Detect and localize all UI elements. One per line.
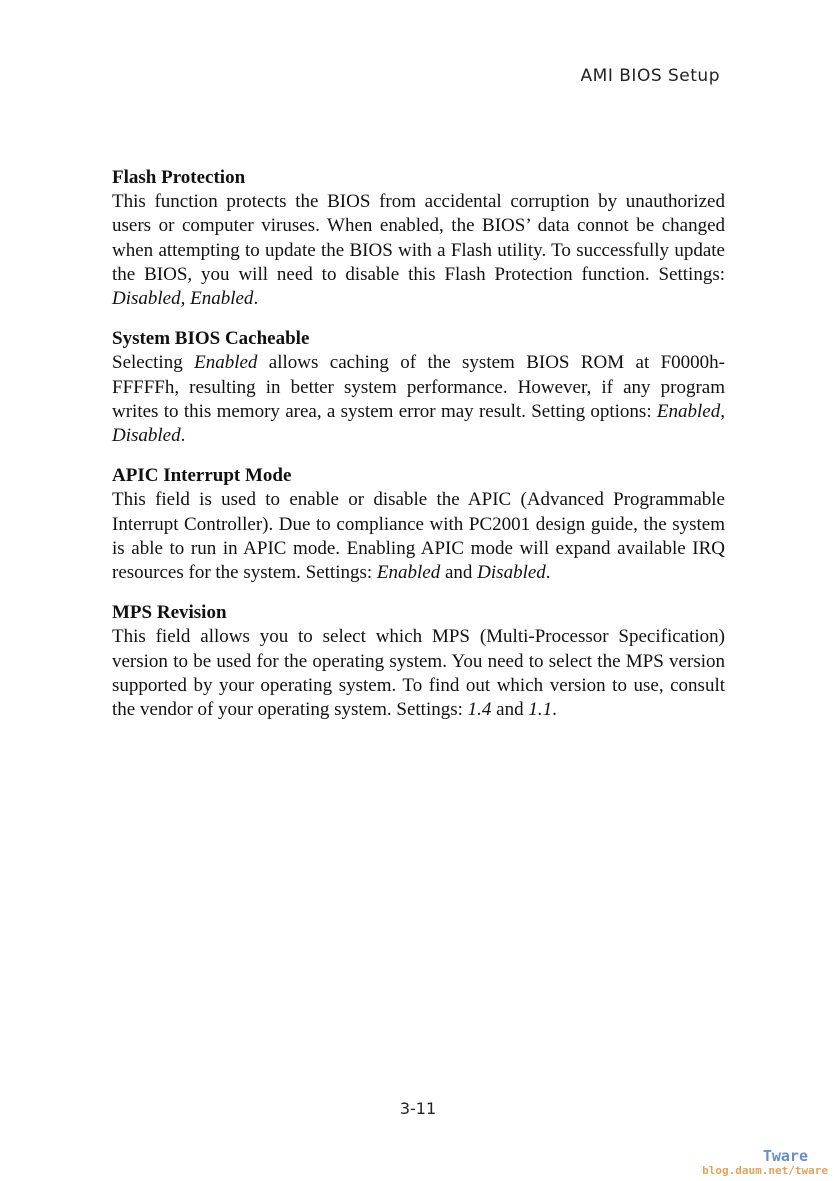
section-title: Flash Protection (112, 167, 246, 188)
text-run: . (180, 425, 186, 447)
setting-value: Enabled (194, 352, 258, 374)
text-run: This function protects the BIOS from accidental corruption by unauthorized users or computer viruses. When enabled, the BIOS’ data connot be changed when attempting to update the BIOS with a Flash utility. To successfully update the BIOS, you will need to disable this Flash Protection function. Settings: (112, 191, 725, 285)
section-mps-revision (112, 601, 725, 722)
text-run: and (440, 562, 478, 584)
text-run: allows caching of the system BIOS ROM at F0000h-FFFFFh, resulting in better system performance. However, if any program writes to this memory area, a system error may result. Setting options: (112, 352, 726, 422)
text-run: . (253, 288, 259, 310)
text-run: This field is used to enable or disable the APIC (Advanced Programmable Interrupt Controller). Due to compliance with PC2001 design guide, the system is able to run in APIC mode. Enabling APIC mode will expand available IRQ resources for the system. Settings: (112, 489, 725, 584)
setting-value: 1.4 (467, 699, 492, 721)
watermark (702, 1148, 828, 1177)
section-text (112, 190, 725, 311)
text-run: . (545, 562, 551, 584)
watermark-url: blog.daum.net/tware (702, 1163, 828, 1177)
section-apic-interrupt-mode (112, 464, 725, 585)
setting-values: Disabled, Enabled (112, 288, 254, 310)
page-number: 3-11 (399, 1099, 437, 1118)
section-title: APIC Interrupt Mode (112, 465, 292, 487)
setting-value: 1.1 (528, 699, 553, 721)
section-title: MPS Revision (112, 602, 227, 624)
setting-value: Disabled (477, 562, 546, 584)
setting-values: Enabled, Disabled (112, 400, 725, 447)
section-system-bios-cacheable (112, 327, 725, 448)
watermark-title: Tware (762, 1147, 808, 1166)
text-run: Selecting (112, 352, 195, 374)
text-run: This field allows you to select which MPS (Multi-Processor Specification) version to be used for the operating system. You need to select the MPS version supported by your operating system. To find out which version to use, consult the vendor of your operating system. Settings: (112, 626, 725, 721)
text-run: and (491, 699, 529, 721)
section-text (112, 488, 725, 585)
document-body (112, 166, 725, 738)
section-title: System BIOS Cacheable (112, 328, 310, 350)
section-text (112, 625, 725, 722)
page-header-title: AMI BIOS Setup (580, 66, 720, 86)
setting-value: Enabled (376, 562, 441, 584)
section-text (112, 351, 725, 448)
section-flash-protection (112, 166, 725, 311)
text-run: . (552, 699, 557, 721)
